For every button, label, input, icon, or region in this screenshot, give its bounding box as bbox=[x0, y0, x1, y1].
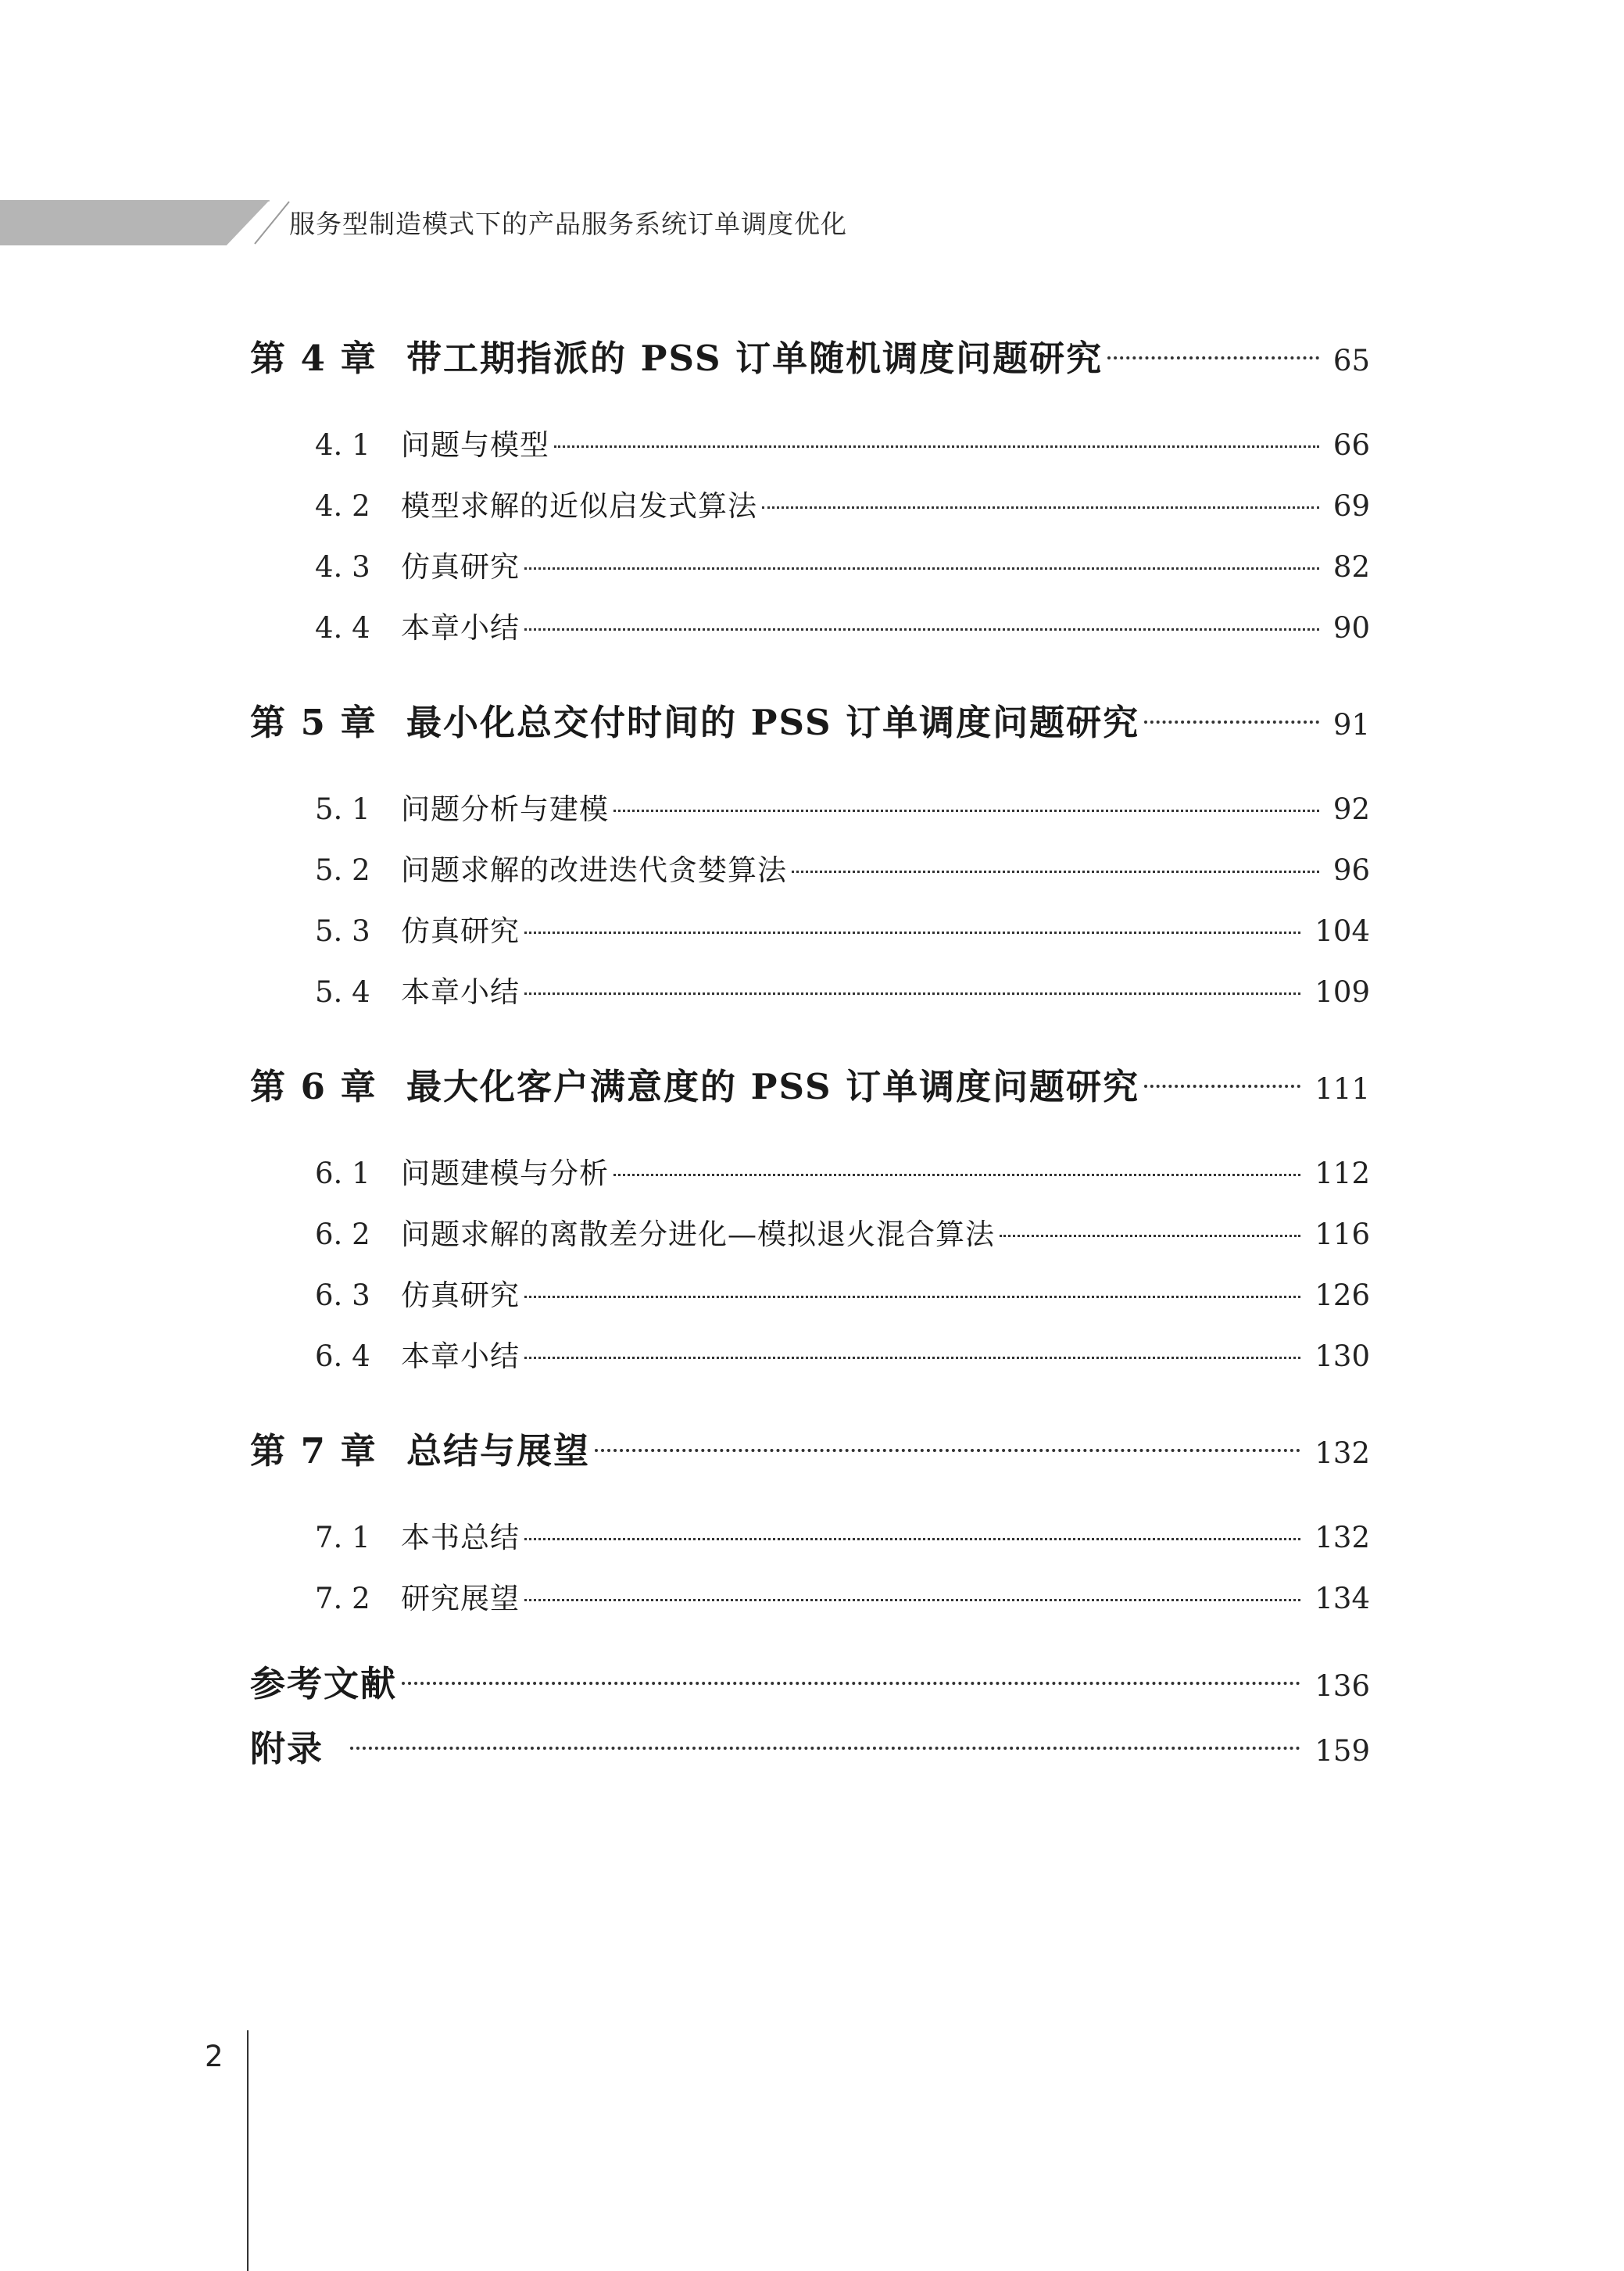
page-number: 96 bbox=[1332, 853, 1370, 887]
dot-leader bbox=[554, 445, 1319, 448]
section-title: 本章小结 bbox=[401, 975, 520, 1009]
section-title: 问题求解的改进迭代贪婪算法 bbox=[401, 853, 787, 887]
toc-section-4-3[interactable] bbox=[315, 543, 1370, 584]
toc-section-6-2[interactable] bbox=[315, 1211, 1370, 1251]
chapter-number: 第 7 章 bbox=[250, 1430, 377, 1472]
dot-leader bbox=[613, 810, 1319, 812]
header-band bbox=[0, 200, 270, 245]
section-number: 5. 1 bbox=[315, 792, 370, 826]
page-number: 92 bbox=[1332, 792, 1370, 826]
toc-section-7-2[interactable] bbox=[315, 1575, 1370, 1615]
dot-leader bbox=[1144, 1085, 1300, 1088]
dot-leader bbox=[524, 1357, 1300, 1359]
section-number: 4. 3 bbox=[315, 550, 370, 584]
toc-chapter-5[interactable] bbox=[250, 694, 1370, 741]
dot-leader bbox=[524, 992, 1300, 995]
chapter-title: 总结与展望 bbox=[406, 1430, 591, 1472]
dot-leader bbox=[524, 567, 1319, 570]
chapter-number: 第 4 章 bbox=[250, 338, 377, 379]
page-number: 132 bbox=[1315, 1436, 1370, 1470]
page-number: 109 bbox=[1315, 975, 1370, 1009]
dot-leader bbox=[350, 1747, 1300, 1750]
page-number: 65 bbox=[1332, 344, 1370, 377]
toc-chapter-4[interactable] bbox=[250, 330, 1370, 377]
section-number: 4. 4 bbox=[315, 611, 370, 645]
toc-section-6-3[interactable] bbox=[315, 1271, 1370, 1312]
section-title: 问题建模与分析 bbox=[401, 1157, 609, 1190]
section-title: 仿真研究 bbox=[401, 1279, 520, 1312]
section-number: 7. 2 bbox=[315, 1582, 370, 1615]
section-title: 仿真研究 bbox=[401, 914, 520, 948]
page-number: 130 bbox=[1315, 1339, 1370, 1373]
toc-section-7-1[interactable] bbox=[315, 1514, 1370, 1554]
section-title: 本章小结 bbox=[401, 1339, 520, 1373]
section-number: 4. 2 bbox=[315, 489, 370, 523]
toc-section-5-1[interactable] bbox=[315, 785, 1370, 826]
page-number: 66 bbox=[1332, 428, 1370, 462]
toc-appendix[interactable] bbox=[250, 1720, 1370, 1767]
section-number: 6. 3 bbox=[315, 1279, 370, 1312]
page-number: 159 bbox=[1315, 1734, 1370, 1768]
section-title: 仿真研究 bbox=[401, 550, 520, 584]
section-number: 6. 4 bbox=[315, 1339, 370, 1373]
section-number: 6. 2 bbox=[315, 1218, 370, 1251]
page-number: 132 bbox=[1315, 1521, 1370, 1554]
page-number: 111 bbox=[1315, 1072, 1370, 1106]
page-number: 126 bbox=[1315, 1279, 1370, 1312]
toc-section-6-4[interactable] bbox=[315, 1332, 1370, 1373]
page-number: 90 bbox=[1332, 611, 1370, 645]
dot-leader bbox=[1107, 356, 1319, 359]
chapter-number: 第 5 章 bbox=[250, 702, 377, 743]
toc-section-5-3[interactable] bbox=[315, 907, 1370, 948]
section-title: 问题分析与建模 bbox=[401, 792, 609, 826]
page-number: 116 bbox=[1315, 1218, 1370, 1251]
dot-leader bbox=[1000, 1235, 1300, 1237]
dot-leader bbox=[524, 1296, 1300, 1298]
folio-page-number: 2 bbox=[205, 2040, 224, 2073]
section-number: 6. 1 bbox=[315, 1157, 370, 1190]
dot-leader bbox=[524, 1538, 1300, 1540]
chapter-title: 最大化客户满意度的 PSS 订单调度问题研究 bbox=[406, 1066, 1140, 1107]
page-number: 104 bbox=[1315, 914, 1370, 948]
section-title: 本书总结 bbox=[401, 1521, 520, 1554]
page-number: 136 bbox=[1315, 1669, 1370, 1703]
page-number: 134 bbox=[1315, 1582, 1370, 1615]
chapter-title: 最小化总交付时间的 PSS 订单调度问题研究 bbox=[406, 702, 1140, 743]
toc-chapter-7[interactable] bbox=[250, 1422, 1370, 1472]
section-number: 7. 1 bbox=[315, 1521, 370, 1554]
dot-leader bbox=[792, 871, 1319, 873]
section-title: 模型求解的近似启发式算法 bbox=[401, 489, 757, 523]
dot-leader bbox=[524, 628, 1319, 631]
dot-leader bbox=[595, 1449, 1300, 1452]
chapter-number: 第 6 章 bbox=[250, 1066, 377, 1107]
toc-section-4-1[interactable] bbox=[315, 421, 1370, 462]
running-header-title: 服务型制造模式下的产品服务系统订单调度优化 bbox=[289, 209, 847, 239]
page-number: 82 bbox=[1332, 550, 1370, 584]
chapter-title: 带工期指派的 PSS 订单随机调度问题研究 bbox=[406, 338, 1104, 379]
appendix-title: 附录 bbox=[250, 1728, 324, 1769]
page-number: 69 bbox=[1332, 489, 1370, 523]
dot-leader bbox=[402, 1682, 1300, 1685]
section-title: 问题求解的离散差分进化—模拟退火混合算法 bbox=[401, 1218, 995, 1251]
page-number: 112 bbox=[1315, 1157, 1370, 1190]
section-number: 5. 2 bbox=[315, 853, 370, 887]
page-number: 91 bbox=[1332, 708, 1370, 742]
toc-section-5-4[interactable] bbox=[315, 968, 1370, 1009]
header-slash-decoration bbox=[249, 200, 294, 245]
dot-leader bbox=[762, 506, 1319, 509]
references-title: 参考文献 bbox=[250, 1663, 398, 1704]
dot-leader bbox=[524, 1599, 1300, 1601]
dot-leader bbox=[613, 1174, 1300, 1176]
toc-references[interactable] bbox=[250, 1655, 1370, 1702]
section-title: 问题与模型 bbox=[401, 428, 549, 462]
section-title: 研究展望 bbox=[401, 1582, 520, 1615]
section-number: 4. 1 bbox=[315, 428, 370, 462]
toc-chapter-6[interactable] bbox=[250, 1058, 1370, 1105]
toc-section-6-1[interactable] bbox=[315, 1150, 1370, 1190]
section-title: 本章小结 bbox=[401, 611, 520, 645]
dot-leader bbox=[1144, 721, 1319, 724]
toc-section-4-2[interactable] bbox=[315, 482, 1370, 523]
section-number: 5. 4 bbox=[315, 975, 370, 1009]
folio-rule bbox=[247, 2030, 249, 2271]
section-number: 5. 3 bbox=[315, 914, 370, 948]
toc-section-5-2[interactable] bbox=[315, 846, 1370, 887]
toc-section-4-4[interactable] bbox=[315, 604, 1370, 645]
dot-leader bbox=[524, 932, 1300, 934]
